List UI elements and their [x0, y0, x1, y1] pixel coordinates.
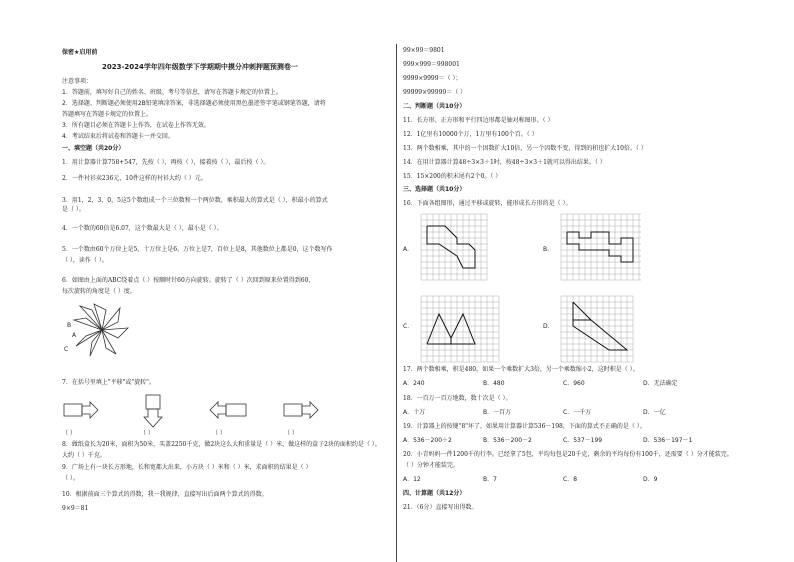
question-line: 4．一个数的60倍是6.07，这个数最大是（ ），最小是（ ）。 — [62, 225, 223, 232]
arrow-answer: （ ） — [62, 430, 76, 437]
question-line: 7．在括号里填上"平移"或"旋转"。 — [62, 379, 155, 386]
grid-figure-c — [421, 296, 499, 362]
option: B．480 — [483, 380, 505, 387]
question-line: 17．两个数相乘，积是480。如果一个乘数扩大3倍，另一个乘数缩小2，这时积是（ ）。 — [403, 366, 639, 373]
question-line: 8．做纸盒长为20米，面积为50米，买盖2250千克，做2块这么大和重量是（ ）米，做这样的盒子2块的面积约是（ ）。 — [62, 441, 381, 448]
option: C．537－199 — [563, 437, 603, 444]
option-label-c: C． — [403, 323, 414, 330]
arrow-shapes — [62, 393, 362, 433]
notice-heading: 注意事项： — [62, 78, 93, 85]
option: A．十万 — [403, 409, 426, 416]
option: D．无法确定 — [643, 380, 678, 387]
pattern-line: 99×99＝9801 — [403, 47, 445, 54]
option: B．536－200－2 — [483, 437, 532, 444]
question-line: 12．1亿里有10000个万，1万里有100个百。（ ） — [403, 131, 538, 138]
pinwheel-figure — [72, 300, 132, 360]
section-heading: 三、选择题（共10分） — [403, 186, 466, 193]
pinwheel-label-a: A — [72, 332, 77, 339]
option: C．一千万 — [563, 409, 592, 416]
arrow-answer: （ ） — [212, 430, 226, 437]
column-divider — [396, 44, 397, 562]
question-line: 3．用1，2，3，0，5这5个数组成一个三位数和一个两位数，乘积最大的算式是（ ），积最小的算式 — [62, 197, 328, 204]
option: D．9 — [643, 476, 658, 483]
option-label-d: D． — [543, 323, 554, 330]
question-line: 11．长方形、正方形和平行四边形都是轴对称图形。（ ） — [403, 117, 554, 124]
question-line: 18．一百万一百万地数，数十次是（ ）。 — [403, 395, 512, 402]
question-line: 6．如图由上面的ABC绕着点（ ）按顺时针60方向旋转。旋转了（ ）次回到原来位置得到60， — [62, 277, 315, 284]
question-line: 是（ ）。 — [62, 206, 85, 213]
notice-item: 2．选择题、判断题必须使用2B铅笔填涂答案，非选择题必须使用黑色墨迹签字笔或钢笔答题，请将 — [62, 100, 326, 107]
arrow-answer: （ ） — [140, 430, 154, 437]
question-line: 1．用计算器计算758+547，先按（ ），再按（ ），接着按（ ），最后按（ ）。 — [62, 159, 270, 166]
section-heading: 一、填空题（共20分） — [62, 145, 125, 152]
question-line: 10．根据前面三个算式的得数，我一我规律，直接写出后面两个算式的得数。 — [62, 491, 268, 498]
question-line: （ ）分钟才能装完。 — [403, 462, 459, 469]
pattern-line: 9999×9999＝（ ）； — [403, 75, 462, 82]
question-line: 大约（ ）千克。 — [62, 452, 106, 459]
question-line: 9．广场上有一块长方形地，长和宽都大出来，小方块（ ）米和（ ）米，求面积的结果是（ ） — [62, 464, 312, 471]
question-line: 13．两个数相乘，其中的一个因数扩大10倍，另一个因数不变，得到的积也扩大10倍。（ ） — [403, 145, 647, 152]
section-heading: 四、计算题（共12分） — [403, 490, 466, 497]
question-line: （ ）。 — [62, 475, 79, 482]
arrow-answer: （ ） — [284, 430, 298, 437]
section-heading: 二、判断题（共10分） — [403, 103, 466, 110]
question-line: 每次旋转的角度是（ ）度。 — [62, 288, 136, 295]
grid-figure-a — [421, 214, 487, 280]
option: A．536－200＋2 — [403, 437, 452, 444]
option: C．8 — [563, 476, 578, 483]
question-line: 21．（6分）直接写出得数。 — [403, 504, 478, 511]
option-label-a: A． — [403, 246, 414, 253]
pinwheel-label-b: B — [67, 322, 72, 329]
page-title: 2023-2024学年四年级数学下学期期中摸分冲刺押题预测卷一 — [102, 63, 298, 71]
pinwheel-label-c: C — [64, 346, 69, 353]
pattern-line: 99999×99999＝（ ） — [403, 89, 467, 96]
option: A．12 — [403, 476, 421, 483]
pattern-line: 999×999＝998001 — [403, 61, 460, 68]
option: B．一百万 — [483, 409, 512, 416]
question-line: （ ），读作（ ）。 — [62, 257, 108, 264]
notice-item: 3．所有题目必须在答题卡上作答，在试卷上作答无效。 — [62, 122, 210, 129]
notice-item: 答题填写在答题卡规定的位置上。 — [62, 111, 153, 118]
question-line: 14．在用计算器计算48÷3×3＋1时，按48÷3×3＋1就可以得出结果。（ ） — [403, 159, 606, 166]
grid-figure-b — [561, 214, 641, 280]
option: A．240 — [403, 380, 425, 387]
question-line: 19．计算器上的按键"8"坏了，如果用计算器计算536－198，下面的算式不正确的是（ ）。 — [403, 423, 646, 430]
notice-item: 1．答题前，填写好自己的姓名、班级、考号等信息，请写在答题卡规定的位置上。 — [62, 89, 282, 96]
question-line: 2．一件衬衫卖236元，10件这样的衬衫大约（ ）元。 — [62, 175, 207, 182]
option: D．一亿 — [643, 409, 666, 416]
option-label-b: B． — [543, 246, 554, 253]
question-line: 9×9＝81 — [62, 505, 89, 512]
grid-figure-d — [561, 296, 633, 362]
question-line: 20．小青妈妈一件1200千的行李。已经拿了5包，平均每包是20千克，剩余的平均每份有100千，还需要（ ）分才能装完。 — [403, 451, 733, 458]
option: C．960 — [563, 380, 585, 387]
question-line: 16．下面各组图形，通过平移或旋转，能形成长方形的是（ ）。 — [403, 200, 572, 207]
notice-item: 4．考试结束后将试卷和答题卡一并交回。 — [62, 133, 174, 140]
option: B．7 — [483, 476, 497, 483]
question-line: 5．一个数由60个万位上是5，十万位上是6，万位上是7，百位上是8，其他数位上都是0，这个数写作 — [62, 246, 333, 253]
confidential-label: 保密★启用前 — [62, 49, 98, 56]
option: D．536－197－1 — [643, 437, 693, 444]
question-line: 15．15×200的积末尾有2个0。（ ） — [403, 173, 502, 180]
